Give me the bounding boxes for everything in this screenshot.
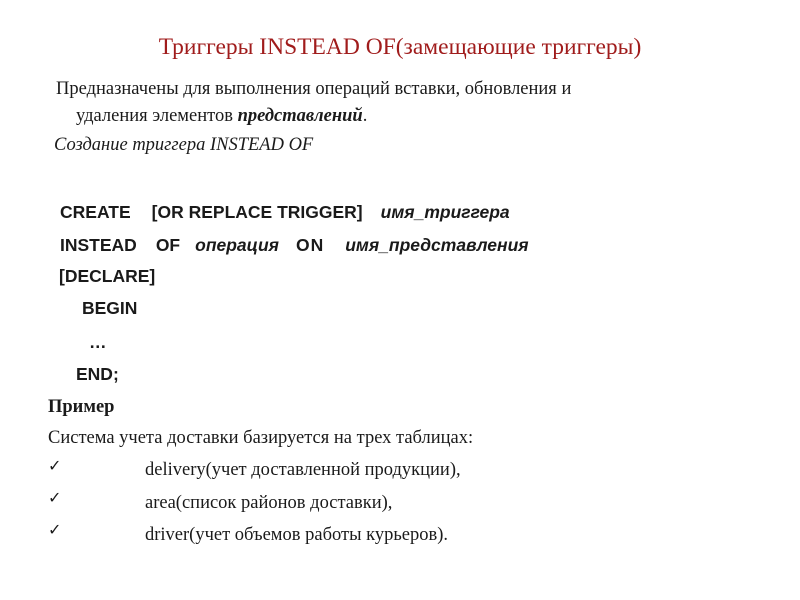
intro-emphasis: представлений: [237, 106, 363, 126]
example-description: Система учета доставки базируется на трех таблицах:: [48, 428, 474, 448]
syntax-line-create: [60, 202, 510, 223]
intro-line-2-text: удаления элементов: [76, 106, 238, 126]
slide-title: Триггеры INSTEAD OF(замещающие триггеры): [158, 34, 642, 60]
or-replace-clause: [OR REPLACE TRIGGER]: [151, 202, 363, 222]
trigger-name: имя_триггера: [380, 202, 510, 222]
on-keyword: ON: [295, 235, 325, 255]
creation-label: Создание триггера INSTEAD OF: [54, 135, 314, 155]
checkmark-icon: ✓: [48, 488, 62, 507]
list-item-text: delivery(учет доставленной продукции),: [145, 460, 461, 480]
list-item-text: driver(учет объемов работы курьеров).: [145, 525, 449, 545]
syntax-declare: [DECLARE]: [59, 266, 156, 286]
syntax-begin: BEGIN: [82, 298, 138, 318]
list-item-text: area(список районов доставки),: [145, 493, 393, 513]
syntax-end: END;: [76, 364, 119, 384]
view-name: имя_представления: [345, 235, 529, 255]
create-keyword: CREATE: [60, 202, 131, 222]
intro-line-2-end: .: [362, 106, 368, 126]
intro-line-2: [56, 103, 756, 130]
intro-paragraph: [56, 76, 756, 130]
syntax-ellipsis: …: [89, 332, 107, 352]
example-heading: Пример: [48, 397, 115, 417]
intro-line-1: Предназначены для выполнения операций вставки, обновления и: [56, 79, 572, 99]
checkmark-icon: ✓: [48, 520, 62, 539]
of-keyword: OF: [155, 235, 181, 255]
instead-keyword: INSTEAD: [60, 235, 137, 255]
syntax-line-instead: [60, 235, 529, 256]
operation-name: операция: [195, 235, 279, 255]
checkmark-icon: ✓: [48, 456, 62, 475]
